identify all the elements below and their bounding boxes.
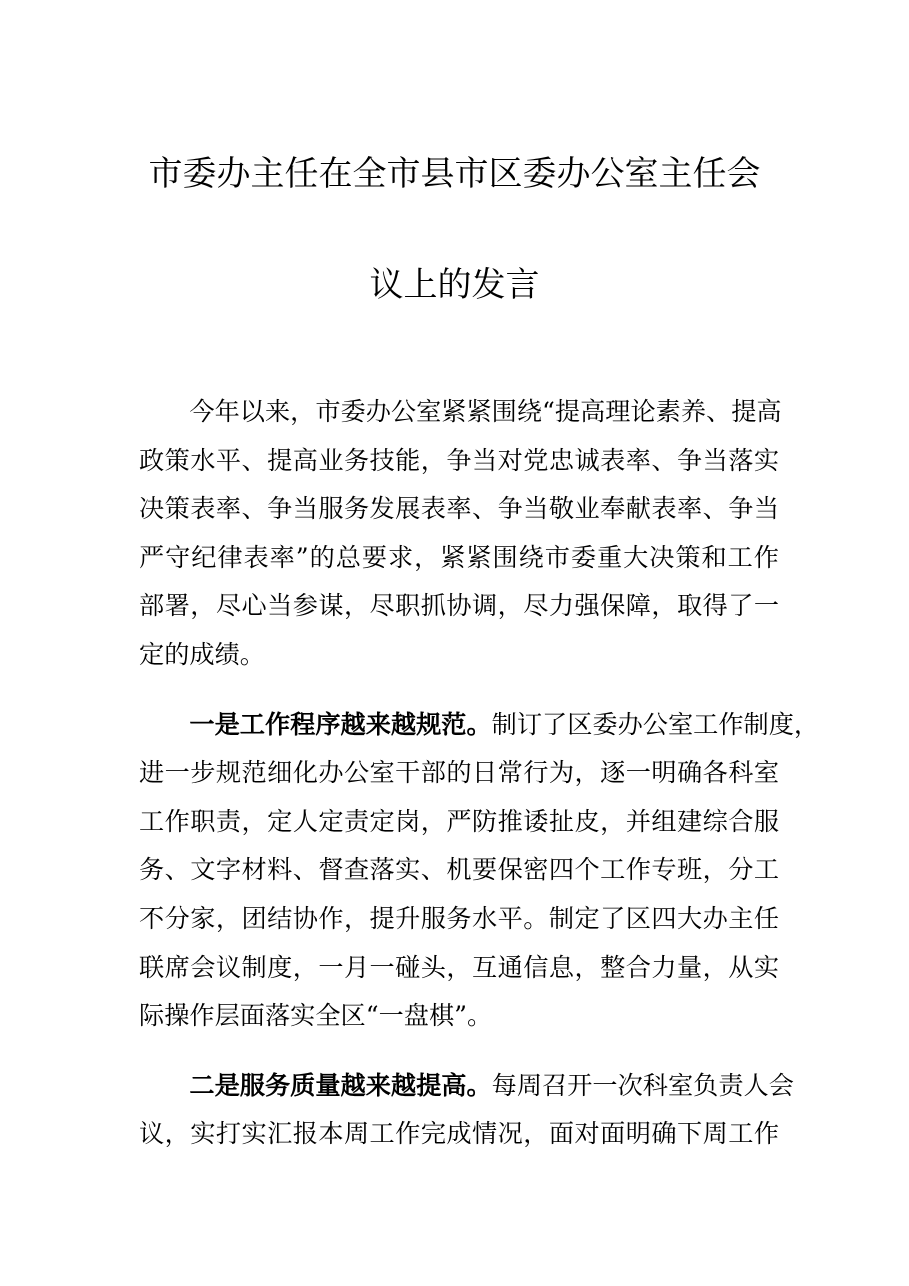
document-title-line-1: 市委办主任在全市县市区委办公室主任会: [148, 154, 761, 194]
paragraph-lead-heading: 一是工作程序越来越规范。: [189, 708, 492, 739]
paragraph-line: 务、文字材料、督查落实、机要保密四个工作专班，分工: [139, 855, 779, 885]
paragraph-line: 部署，尽心当参谋，尽职抓协调，尽力强保障，取得了一: [139, 591, 779, 621]
paragraph-line: 严守纪律表率”的总要求，紧紧围绕市委重大决策和工作: [139, 542, 779, 572]
document-title-line-2: 议上的发言: [369, 265, 540, 305]
paragraph-first-line-text: 制订了区委办公室工作制度，: [491, 709, 820, 739]
paragraph-point-one: [139, 700, 820, 1041]
paragraph-line: 不分家，团结协作，提升服务水平。制定了区四大办主任: [139, 903, 779, 933]
paragraph-point-two: [139, 1061, 794, 1159]
paragraph-line: 议，实打实汇报本周工作完成情况，面对面明确下周工作: [139, 1119, 779, 1149]
paragraph-line: 政策水平、提高业务技能，争当对党忠诚表率、争当落实: [139, 445, 779, 475]
paragraph-line: 工作职责，定人定责定岗，严防推诿扯皮，并组建综合服: [139, 806, 779, 836]
paragraph-first-line: [139, 1061, 794, 1111]
paragraph-line: 今年以来，市委办公室紧紧围绕“提高理论素养、提高: [189, 397, 782, 426]
paragraph-line: 进一步规范细化办公室干部的日常行为，逐一明确各科室: [139, 758, 779, 788]
paragraph-line: 联席会议制度，一月一碰头，互通信息，整合力量，从实: [139, 952, 779, 982]
paragraph-first-line: [139, 700, 820, 750]
paragraph-lead-heading: 二是服务质量越来越提高。: [189, 1069, 492, 1100]
paragraph-line: 决策表率、争当服务发展表率、争当敬业奉献表率、争当: [139, 494, 779, 524]
paragraph-line: 际操作层面落实全区“一盘棋”。: [139, 1001, 493, 1031]
document-body: [139, 388, 820, 1159]
paragraph-intro: [139, 388, 782, 680]
paragraph-line: 定的成绩。: [139, 639, 265, 669]
paragraph-first-line-text: 每周召开一次科室负责人会: [491, 1070, 794, 1100]
